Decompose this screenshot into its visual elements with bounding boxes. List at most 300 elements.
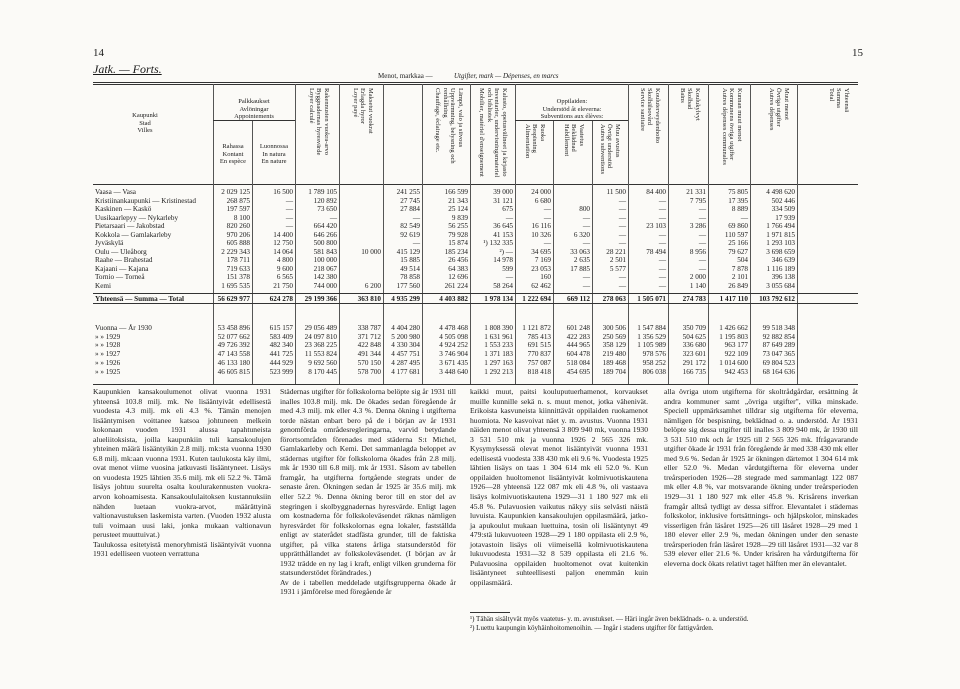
table-cell: 268 875 [226, 196, 250, 205]
table-cell: 26 456 [448, 256, 468, 264]
table-cell: 346 639 [771, 256, 795, 264]
table-cell: 664 420 [313, 222, 337, 230]
table-cell: 21 750 [273, 281, 293, 290]
col-rule [750, 84, 751, 384]
row-label: Yhteensä — Summa — Total [95, 295, 185, 303]
table-cell: 599 [502, 264, 513, 273]
header-other-support: Muu avustus Övrigt understöd Autres subventions [599, 124, 621, 175]
table-cell: 1 105 989 [637, 341, 666, 350]
table-cell: — [582, 222, 590, 230]
table-cell: 11 553 824 [304, 350, 337, 359]
table-cell: 100 000 [313, 256, 337, 264]
table-cell: 3 448 640 [439, 367, 468, 376]
table-cell: 500 800 [313, 239, 337, 247]
row-label: Pietarsaari — Jakobstad [95, 222, 165, 230]
table-cell: — [543, 213, 551, 222]
table-cell: 1 789 105 [308, 188, 337, 196]
table-cell: 10 000 [361, 247, 381, 256]
table-cell: 49 726 392 [217, 341, 250, 350]
table-cell: — [658, 230, 666, 239]
table-cell: 719 633 [226, 264, 250, 273]
table-cell: 1 292 213 [484, 367, 513, 376]
table-cell: 757 087 [527, 358, 551, 367]
table-cell: — [618, 222, 626, 230]
table-cell: 744 000 [313, 281, 337, 290]
table-cell: — [412, 239, 420, 247]
table-cell: — [658, 205, 666, 213]
footnote-rule [470, 612, 510, 613]
row-label: Vuonna — År 1930 [95, 324, 152, 332]
table-cell: 1 293 103 [766, 239, 795, 247]
table-cell: — [698, 213, 706, 222]
table-cell: 23 053 [531, 264, 551, 273]
page-number-right: 15 [852, 47, 863, 59]
table-cell: — [582, 281, 590, 290]
table-cell: — [505, 213, 513, 222]
table-cell: 218 067 [313, 264, 337, 273]
table-cell: 166 599 [444, 188, 468, 196]
table-cell: 1 371 183 [484, 350, 513, 359]
table-cell: 16 500 [273, 188, 293, 196]
table-cell: 17 885 [570, 264, 590, 273]
table-cell: 523 999 [269, 367, 293, 376]
table-cell: 818 418 [527, 367, 551, 376]
table-cell: — [582, 213, 590, 222]
table-cell: 25 124 [448, 205, 468, 213]
table-cell: — [658, 256, 666, 264]
table-cell: 17 395 [728, 196, 748, 205]
table-cell: 300 506 [602, 324, 626, 332]
table-cell: 9 600 [276, 264, 293, 273]
table-top-rule-2 [93, 84, 858, 85]
table-cell: 2 101 [731, 273, 748, 281]
table-cell: 396 138 [771, 273, 795, 281]
row-label: Kemi [95, 281, 111, 290]
header-cash: Rahassa Kontant En espèce [219, 143, 247, 165]
table-cell: 33 063 [570, 247, 590, 256]
col-rule [797, 84, 798, 384]
table-cell: — [582, 239, 590, 247]
table-cell: 4 478 468 [439, 324, 468, 332]
table-cell: — [285, 222, 293, 230]
expenditure-label-left: Menot, markkaa — [378, 72, 433, 80]
table-cell: 11 500 [606, 188, 626, 196]
table-cell: 84 400 [646, 188, 666, 196]
table-cell: 963 177 [724, 341, 748, 350]
table-cell: — [740, 213, 748, 222]
table-cell: 491 344 [357, 350, 381, 359]
table-cell: 604 478 [566, 350, 590, 359]
table-cell: — [658, 213, 666, 222]
table-cell: 1 808 390 [484, 324, 513, 332]
table-cell: 1 695 535 [221, 281, 250, 290]
table-cell: 338 787 [357, 324, 381, 332]
table-cell: 422 848 [357, 341, 381, 350]
row-label: Kristiinankaupunki — Kristinestad [95, 196, 197, 205]
table-cell: 4 800 [276, 256, 293, 264]
table-cell: 241 255 [396, 188, 420, 196]
table-cell: 444 929 [269, 358, 293, 367]
table-cell: 358 129 [602, 341, 626, 350]
header-teaching-materials: Kalusto, opetusvälineet ja kirjasto Inventarier, undervisningsmateriel och bibliotek Mobilier, matériel d'enseignement [478, 88, 508, 178]
table-cell: 36 645 [493, 222, 513, 230]
header-kind: Luonnossa In natura En nature [259, 143, 289, 165]
table-cell: 570 150 [357, 358, 381, 367]
header-expenditure-other: Kunnan muut menot Kommunens övriga utgifter Autres dépenses communales [721, 88, 743, 165]
table-cell: 29 199 366 [304, 295, 337, 303]
table-cell: 6 680 [534, 196, 551, 205]
total-rule-bottom [93, 303, 858, 304]
table-top-rule [93, 82, 858, 83]
header-school-health: Kouluterveydenhoito Skolhälsovård Service sanitaire [639, 88, 661, 144]
header-total: Yhteensä Summa Total [828, 88, 850, 113]
table-cell: — [543, 239, 551, 247]
table-cell: — [658, 281, 666, 290]
table-cell: — [285, 213, 293, 222]
table-cell: 336 680 [682, 341, 706, 350]
table-cell: 151 378 [226, 273, 250, 281]
row-label: » » 1925 [95, 367, 121, 376]
table-cell: — [618, 230, 626, 239]
table-cell: 4 935 299 [391, 295, 420, 303]
table-cell: 8 100 [233, 213, 250, 222]
table-cell: 770 837 [527, 350, 551, 359]
table-cell: 31 121 [493, 196, 513, 205]
table-cell: 323 601 [682, 350, 706, 359]
table-cell: 29 056 489 [304, 324, 337, 332]
table-cell: 24 097 810 [304, 332, 337, 341]
header-salaries: Palkkaukset Avlöningar Appointements [234, 98, 274, 120]
table-cell: 2 029 125 [221, 188, 250, 196]
table-cell: 69 804 523 [762, 358, 795, 367]
table-cell: — [698, 256, 706, 264]
table-cell: 49 514 [400, 264, 420, 273]
table-cell: 1 766 494 [766, 222, 795, 230]
table-cell: 15 885 [400, 256, 420, 264]
table-cell: 518 084 [566, 358, 590, 367]
table-cell: 189 468 [602, 358, 626, 367]
table-cell: 78 858 [400, 273, 420, 281]
row-label: » » 1928 [95, 341, 121, 350]
table-cell: 2 229 343 [221, 247, 250, 256]
table-cell: 2 000 [689, 273, 706, 281]
table-cell: ¹) 132 335 [483, 239, 513, 247]
table-cell: 1 631 961 [484, 332, 513, 341]
table-cell: 1 505 071 [637, 295, 666, 303]
table-cell: 350 709 [682, 324, 706, 332]
table-cell: — [285, 196, 293, 205]
table-cell: 4 177 681 [391, 367, 420, 376]
table-cell: 583 409 [269, 332, 293, 341]
table-cell: 7 795 [689, 196, 706, 205]
table-cell: — [618, 281, 626, 290]
table-cell: — [618, 239, 626, 247]
table-cell: 34 695 [531, 247, 551, 256]
header-clothing: Vaatetus Beklädnad Habillement [563, 124, 585, 157]
header-rent-paid: Maksetut vuokrat Erlagda hyror Loyer payé [352, 88, 374, 134]
header-school-baths: Koulukylvyt Skolbad Bains [679, 88, 701, 121]
table-cell: 142 380 [313, 273, 337, 281]
table-cell: 1 116 189 [766, 264, 795, 273]
table-cell: 166 735 [682, 367, 706, 376]
table-cell: 1 121 872 [522, 324, 551, 332]
table-cell: 9 839 [451, 213, 468, 222]
table-cell: 8 889 [731, 205, 748, 213]
table-cell: 79 928 [448, 230, 468, 239]
row-label: Vaasa — Vasa [95, 188, 136, 196]
table-cell: 23 103 [646, 222, 666, 230]
table-cell: 75 805 [728, 188, 748, 196]
table-cell: 177 560 [396, 281, 420, 290]
table-cell: 12 696 [448, 273, 468, 281]
table-cell: 103 792 612 [759, 295, 795, 303]
table-cell: 7 878 [731, 264, 748, 273]
row-label: » » 1929 [95, 332, 121, 341]
table-cell: 1 978 134 [484, 295, 513, 303]
table-cell: 250 569 [602, 332, 626, 341]
header-other-expenses: Muut menot Övriga utgifter Autres dépenses [768, 88, 790, 131]
table-cell: 27 745 [400, 196, 420, 205]
table-cell: 675 [502, 205, 513, 213]
table-cell: 46 605 815 [217, 367, 250, 376]
table-cell: 73 047 365 [762, 350, 795, 359]
table-cell: 581 843 [313, 247, 337, 256]
table-cell: 482 340 [269, 341, 293, 350]
table-cell: — [505, 273, 513, 281]
table-cell: 615 157 [269, 324, 293, 332]
header-heating: Lämpö, valo ja siivous Uppvärmning, belysning och renhållning Chauffage, éclairage etc. [434, 88, 464, 164]
table-cell: 820 260 [226, 222, 250, 230]
table-cell: 21 343 [448, 196, 468, 205]
table-cell: 669 112 [567, 295, 590, 303]
table-cell: — [329, 213, 337, 222]
table-cell: 1 547 884 [637, 324, 666, 332]
table-cell: 444 965 [566, 341, 590, 350]
table-cell: 47 143 558 [217, 350, 250, 359]
table-cell: 87 649 289 [762, 341, 795, 350]
row-label: Kaskinen — Kaskö [95, 205, 152, 213]
table-cell: 58 264 [493, 281, 513, 290]
table-cell: 1 140 [689, 281, 706, 290]
header-city: Kaupunki Stad Villes [132, 112, 158, 134]
table-cell: 23 368 225 [304, 341, 337, 350]
table-cell: — [658, 196, 666, 205]
table-cell: 82 549 [400, 222, 420, 230]
table-cell: 2 501 [609, 256, 626, 264]
table-cell: 1 426 662 [719, 324, 748, 332]
table-cell: 3 698 659 [766, 247, 795, 256]
table-cell: 219 480 [602, 350, 626, 359]
table-cell: 25 166 [728, 239, 748, 247]
table-cell: 291 172 [682, 358, 706, 367]
header-meals: Ruoka Bespisning Alimentation [524, 124, 546, 159]
table-cell: 363 810 [357, 295, 381, 303]
col-rule [422, 84, 423, 384]
row-label: » » 1927 [95, 350, 121, 359]
table-cell: — [698, 205, 706, 213]
table-cell: 189 704 [602, 367, 626, 376]
table-cell: 7 169 [534, 256, 551, 264]
row-label: Jyväskylä [95, 239, 124, 247]
table-cell: 8 170 445 [308, 367, 337, 376]
table-cell: — [658, 264, 666, 273]
table-cell: 605 888 [226, 239, 250, 247]
table-cell: 441 725 [269, 350, 293, 359]
table-cell: 4 330 304 [391, 341, 420, 350]
footnote-1: ¹) Tähän sisältyvät myös vaatetus- y. m. avustukset. — Häri ingår även beklädnads- o. a. understöd. [470, 615, 749, 623]
table-cell: 1 297 163 [484, 358, 513, 367]
table-cell: 3 055 684 [766, 281, 795, 290]
table-cell: 601 248 [566, 324, 590, 332]
table-cell: — [618, 196, 626, 205]
table-cell: 1 971 815 [766, 230, 795, 239]
table-cell: 261 224 [444, 281, 468, 290]
table-cell: — [582, 273, 590, 281]
table-cell: 16 116 [531, 222, 551, 230]
chapter-title: Jatk. — Forts. [93, 62, 162, 76]
row-label: » » 1926 [95, 358, 121, 367]
footnote-2: ²) Luettu kaupungin köyhäinhoitomenoihin. — Ingår i stadens utgifter för fattigvården. [470, 624, 714, 632]
table-cell: 53 458 896 [217, 324, 250, 332]
table-cell: 3 286 [689, 222, 706, 230]
table-cell: 14 064 [273, 247, 293, 256]
table-cell: 14 400 [273, 230, 293, 239]
table-cell: 56 255 [448, 222, 468, 230]
table-cell: — [618, 205, 626, 213]
table-cell: 5 200 980 [391, 332, 420, 341]
table-cell: 69 860 [728, 222, 748, 230]
table-cell: — [618, 273, 626, 281]
text-column-3: kaikki muut, paitsi kouluputuerhamenot, korvaukset muille kunnille sekä n. s. muut menot, jotka vähenivät. Erikoista kasvuneista kiinnittävät oppilaiden ruokamenot huomiota. Ne kasvoivat näet y. m. avustus. Vuonna 1931 näiden menot olivat yhteensä 3 809 940 mk, vuonna 1930 3 531 510 mk ja vuonna 1926 2 565 326 mk. Kysymyksessä olevat menot lisääntyivät vuonna 1931 edellisestä vuodesta 338 430 mk eli 9.6 %. Vuodesta 1925 lähtien lisäys on taas 1 304 614 mk eli 52.0 %. Kun oppilaiden huoltomenot lisääntyivät kolmivuotiskautena 1926—28 yhteensä 122 087 mk eli 4.8 %, oli vastaava lisäys kolmivuotiskautena 1929—31 1 180 927 mk eli 45.8 %. Pulavuosien vaikutus näkyy siis selvästi näistä luvuista. Kaupunkien kansakoulujen oppilasmäärä, jatko- ja apukoulut mukaan luettuina, tosin oli lisääntynyt 49 479:stä lukuvuoteen 1928—29 1 180 oppilasta eli 2.9 %, jotavastoin lisäys oli viimeisellä kolmivuotiskautena lukuvuodesta 1931—32 8 539 oppilasta eli 21.6 %. Pulavuosina oppilaiden huoltomenot ovat kuitenkin lisääntyneet suhteellisesti paljon enemmän kuin oppilasmäärä. [470, 387, 648, 587]
table-cell: 3 746 904 [439, 350, 468, 359]
table-cell: 504 [737, 256, 748, 264]
table-cell: 4 498 620 [766, 188, 795, 196]
table-cell: 1 195 803 [719, 332, 748, 341]
table-cell: — [658, 239, 666, 247]
table-cell: 5 577 [609, 264, 626, 273]
table-cell: 646 266 [313, 230, 337, 239]
table-cell: 2 635 [573, 256, 590, 264]
table-cell: — [543, 205, 551, 213]
table-cell: 970 206 [226, 230, 250, 239]
table-cell: 26 849 [728, 281, 748, 290]
table-cell: 52 077 662 [217, 332, 250, 341]
table-cell: 41 153 [493, 230, 513, 239]
table-cell: 78 494 [646, 247, 666, 256]
row-label: Raahe — Brahestad [95, 256, 153, 264]
total-rule-top [93, 293, 858, 294]
table-cell: 454 695 [566, 367, 590, 376]
table-cell: 504 625 [682, 332, 706, 341]
table-cell: 197 597 [226, 205, 250, 213]
table-cell: 12 750 [273, 239, 293, 247]
table-cell: 9 692 560 [308, 358, 337, 367]
table-cell: 1 417 110 [719, 295, 748, 303]
table-cell: 15 874 [448, 239, 468, 247]
table-cell: 4 403 882 [439, 295, 468, 303]
table-cell: 371 712 [357, 332, 381, 341]
header-buildings-rent: Rakennusten vuokra-arvo Byggnadernas hyresvärde Loyer calculé [308, 88, 330, 156]
table-cell: 39 000 [493, 188, 513, 196]
table-cell: 334 509 [771, 205, 795, 213]
row-label: Kajaani — Kajana [95, 264, 149, 273]
row-label: Uusikaarlepyy — Nykarleby [95, 213, 179, 222]
row-label: Oulu — Uleåborg [95, 247, 147, 256]
table-cell: 120 892 [313, 196, 337, 205]
text-column-1: Kaupunkien kansakoulumenot olivat vuonna 1931 yhteensä 103.8 milj. mk. Ne lisääntyivät edellisestä vuodesta 4.3 milj. mk eli 4.3 %. Tämän menojen lisääntymisen voittanee katsoa johtuneen melkein kokonaan vuoden 1931 alussa tapahtuneista alueliitoksista, joilla kaupunkiin tuli kansakoulujen yhteinen määrä lisääntyikin 2.8 milj. mk:sta vuonna 1930 6.8 milj. mk:aan vuonna 1931. Kuten taulukosta käy ilmi, ovat menot viime vuosina jatkuvasti lisääntyneet. Lisäys on vuodesta 1925 lähtien 35.6 milj. mk eli 52.2 %. Tämä lisäys johtuu suurelta osalta koulurakennusten vuokra-arvon kohoamisesta. Kansakoululaitoksen kustannuksiin nähden luetaan vuokra-arvot, määrättyinä valtionavustuksen laskemista varten. (Vuoden 1932 alusta tuli voimaan uusi laki, jonka mukaan valtionavun perusteet muuttuivat.) Taulukossa esitetyistä menoryhmistä lisääntyivät vuonna 1931 edelliseen vuoteen verrattuna [93, 387, 271, 559]
table-cell: 110 597 [724, 230, 748, 239]
table-cell: 942 453 [724, 367, 748, 376]
table-cell: 62 462 [531, 281, 551, 290]
table-cell: 14 978 [493, 256, 513, 264]
table-cell: 185 234 [444, 247, 468, 256]
table-cell: 99 518 348 [762, 324, 795, 332]
table-cell: 4 505 098 [439, 332, 468, 341]
table-cell: 800 [579, 205, 590, 213]
table-cell: 3 671 435 [439, 358, 468, 367]
table-cell: 64 383 [448, 264, 468, 273]
table-cell: 958 252 [642, 358, 666, 367]
table-cell: 624 278 [269, 295, 293, 303]
table-cell: 160 [540, 273, 551, 281]
table-cell: — [412, 213, 420, 222]
table-cell: 785 413 [527, 332, 551, 341]
table-cell: 691 515 [527, 341, 551, 350]
table-cell: — [618, 213, 626, 222]
header-students: Oppilaiden: Understöd åt eleverna: Subventions aux élèves: [540, 98, 604, 120]
table-cell: 68 164 636 [762, 367, 795, 376]
page-number-left: 14 [93, 47, 104, 59]
table-cell: 422 283 [566, 332, 590, 341]
table-cell: 1 222 694 [522, 295, 551, 303]
table-cell: 178 711 [226, 256, 250, 264]
table-cell: 1 553 233 [484, 341, 513, 350]
table-cell: 6 565 [276, 273, 293, 281]
row-label: Tornio — Torneå [95, 273, 145, 281]
table-bottom-rule [93, 384, 858, 385]
table-cell: 17 939 [775, 213, 795, 222]
text-column-2: Städernas utgifter för folkskolorna belöpte sig år 1931 till inalles 103.8 milj. mk. De ökades sedan föregående år med 4.3 milj. mk eller 4.3 %. Denna ökning i utgifterna torde nästan enbart bero på de i början av år 1931 genomförda områdesregleringarna, varvid betydande förortsområden förenades med städerna S:t Michel, Gamlakarleby och Kemi. Det sammanlagda beloppet av städernas utgifter för folkskolorna ökades från 2.8 milj. mk år 1930 till 6.8 milj. mk år 1931. Såsom av tabellen framgår, ha utgifterna fortgående stegrats under de senaste åren. Ökningen sedan år 1925 är 35.6 milj. mk eller 52.2 %. Denna ökning beror till en stor del av stegringen i skolbyggnadernas hyresvärde. Enligt lagen om kostnaderna för folkskoleväsendet räknas nämligen hyresvärdet för folkskolornas egna lokaler, fastställda enligt av staterådet stadfästa grunder, till de faktiska utgifter, på vilka statens årliga statsunderstöd för upprätthållandet av folkskoleväsendet. (I början av år 1932 trädde en ny lag i kraft, enligt vilken grunderna för statsunderstödet förändrades.) Av de i tabellen meddelade utgiftsgrupperna ökade år 1931 i jämförelse med föregående år [280, 387, 456, 597]
table-cell: 56 629 977 [217, 295, 250, 303]
table-cell: — [698, 264, 706, 273]
table-cell: 6 320 [573, 230, 590, 239]
table-cell: — [698, 230, 706, 239]
table-cell: 978 576 [642, 350, 666, 359]
table-cell: 922 109 [724, 350, 748, 359]
table-cell: 415 129 [396, 247, 420, 256]
table-cell: 4 924 252 [439, 341, 468, 350]
expenditure-label-right: Utgifter, mark — Dépenses, en marcs [454, 72, 559, 80]
table-cell: — [698, 239, 706, 247]
table-cell: 24 000 [531, 188, 551, 196]
table-cell: 46 133 180 [217, 358, 250, 367]
row-label: Kokkola — Gamlakarleby [95, 230, 172, 239]
table-cell: 21 331 [686, 188, 706, 196]
table-cell: — [658, 273, 666, 281]
table-cell: ²) — [499, 247, 513, 256]
table-cell: 27 884 [400, 205, 420, 213]
table-cell: 274 783 [682, 295, 706, 303]
table-cell: — [285, 205, 293, 213]
table-cell: 8 956 [689, 247, 706, 256]
header-bottom-rule [93, 184, 858, 185]
table-cell: 1 356 529 [637, 332, 666, 341]
table-cell: 28 221 [606, 247, 626, 256]
table-cell: 4 287 495 [391, 358, 420, 367]
table-cell: 92 619 [400, 230, 420, 239]
table-cell: 806 038 [642, 367, 666, 376]
table-cell: 4 404 280 [391, 324, 420, 332]
